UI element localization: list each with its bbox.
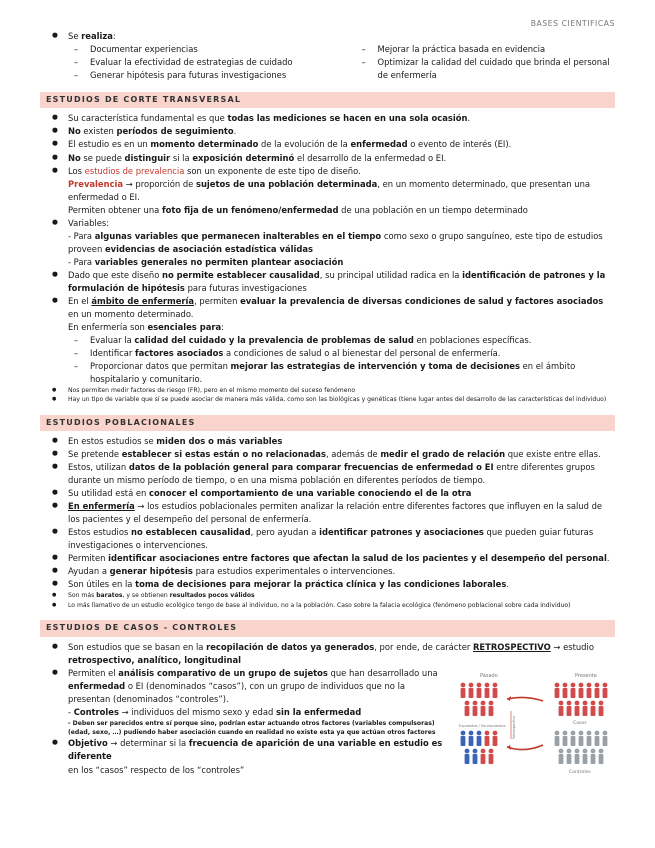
case-control-diagram — [455, 669, 615, 779]
list-item: ● Estos estudios no establecen causalidad, pero ayudan a identificar patrones y asociaciones que pueden guiar futuras investigaciones o intervenciones. — [40, 526, 615, 552]
label-retrospectivo: Retrospectivo — [512, 715, 516, 739]
label-casos: Casos — [573, 720, 587, 726]
label-expuestos: Expuestos / No expuestos — [459, 723, 506, 728]
list-item: ● Se pretende establecer si estas están o no relacionadas, además de medir el grado de relación que existe entre ellas. — [40, 448, 615, 461]
list-item: ● Objetivo → determinar si la frecuencia de aparición de una variable en estudio es diferente — [40, 737, 445, 763]
casos-content-with-figure — [40, 667, 615, 779]
list-item: – Proporcionar datos que permitan mejorar las estrategias de intervención y toma de decisiones en el ámbito hospitalario y comunitario. — [40, 360, 615, 386]
list-item: – Generar hipótesis para futuras investigaciones — [40, 69, 328, 82]
intro-left-column — [40, 43, 328, 82]
paragraph: - Deben ser parecidos entre sí porque sino, podrían estar actuando otros factores (variables compulsoras) (edad, sexo, …) pudiendo haber asociación cuando en realidad no existe esta ya que actúan otros factores — [68, 719, 436, 737]
paragraph: - Para variables generales no permiten plantear asociación — [68, 256, 344, 267]
list-item: – Identificar factores asociados a condiciones de salud o al bienestar del personal de enfermería. — [40, 347, 615, 360]
paragraph: - Controles → individuos del mismo sexo y edad sin la enfermedad — [68, 706, 362, 717]
list-item: ● Son estudios que se basan en la recopilación de datos ya generados, por ende, de carácter RETROSPECTIVO → estudio retrospectivo, analítico, longitudinal — [40, 641, 615, 667]
list-item: ● Dado que este diseño no permite establecer causalidad, su principal utilidad radica en la identificación de patrones y la formulación de hipótesis para futuras investigaciones — [40, 269, 615, 295]
cases-group — [555, 682, 608, 715]
list-item: ● Su característica fundamental es que todas las mediciones se hacen en una sola ocasión. — [40, 112, 615, 125]
prevalence-definition: Prevalencia → proporción de sujetos de una población determinada, en un momento determinado, que presentan una enfermedad o EI. — [68, 178, 591, 202]
list-item: ● Estos, utilizan datos de la población general para comparar frecuencias de enfermedad o EI entre diferentes grupos durante un mismo período de tiempo, o en una misma población en diferentes períodos de tiempo. — [40, 461, 615, 487]
list-item: – Documentar experiencias — [40, 43, 328, 56]
document-page — [40, 30, 615, 779]
paragraph: - Para algunas variables que permanecen inalterables en el tiempo como sexo o grupo sanguíneo, este tipo de estudios proveen evidencias de asociación estadística válidas — [68, 230, 603, 254]
paragraph: Permiten obtener una foto fija de un fenómeno/enfermedad de una población en un tiempo determinado — [68, 204, 528, 215]
note-item: ● Nos permiten medir factores de riesgo (FR), pero en el mismo momento del suceso fenómeno — [40, 386, 615, 395]
exposed-cases-group — [461, 682, 498, 715]
list-item: ● Son útiles en la toma de decisiones para mejorar la práctica clínica y las condiciones laborales. — [40, 578, 615, 591]
section-heading-poblacionales: ESTUDIOS POBLACIONALES — [40, 415, 615, 431]
paragraph: En enfermería son esenciales para: — [68, 321, 224, 332]
paragraph: en los “casos” respecto de los “controles” — [68, 764, 245, 775]
note-item: ● Lo más llamativo de un estudio ecológico tengo de base al individuo, no a la población. Caso sobre la falacia ecológica (fenómeno poblacional sobre cada individuo) — [40, 601, 615, 610]
intro-columns — [40, 43, 615, 82]
casos-text-column — [40, 667, 445, 779]
label-pasado: Pasado — [480, 672, 498, 679]
list-item: ● No existen períodos de seguimiento. — [40, 125, 615, 138]
section-heading-transversal: ESTUDIOS DE CORTE TRANSVERSAL — [40, 92, 615, 108]
list-item: – Evaluar la calidad del cuidado y la prevalencia de problemas de salud en poblaciones específicas. — [40, 334, 615, 347]
list-item: ● No se puede distinguir si la exposición determinó el desarrollo de la enfermedad o EI. — [40, 152, 615, 165]
list-item: ● En el ámbito de enfermería, permiten evaluar la prevalencia de diversas condiciones de salud y factores asociados en un momento determinado. — [40, 295, 615, 321]
list-item: ● Ayudan a generar hipótesis para estudios experimentales o intervenciones. — [40, 565, 615, 578]
list-item: ● Los estudios de prevalencia son un exponente de este tipo de diseño. — [40, 165, 615, 178]
controls-group — [555, 730, 608, 763]
exposed-controls-group — [461, 730, 498, 763]
arrow-to-past-controls — [507, 745, 543, 750]
section-heading-casos-controles: ESTUDIOS DE CASOS - CONTROLES — [40, 620, 615, 636]
list-item: ● El estudio es en un momento determinado de la evolución de la enfermedad o evento de interés (EI). — [40, 138, 615, 151]
list-item: – Mejorar la práctica basada en evidencia — [328, 43, 616, 56]
list-item: ● En enfermería → los estudios poblacionales permiten analizar la relación entre diferentes factores que influyen en la salud de los pacientes y el desempeño del personal de enfermería. — [40, 500, 615, 526]
intro-right-column — [328, 43, 616, 82]
label-presente: Presente — [575, 672, 597, 679]
list-item: ● Su utilidad está en conocer el comportamiento de una variable conociendo el de la otra — [40, 487, 615, 500]
list-item: ● En estos estudios se miden dos o más variables — [40, 435, 615, 448]
page-header: BASES CIENTIFICAS — [530, 19, 615, 28]
list-item: ● Variables: — [40, 217, 615, 230]
list-item: – Evaluar la efectividad de estrategias de cuidado — [40, 56, 328, 69]
list-item: ● Permiten identificar asociaciones entre factores que afectan la salud de los pacientes y el desempeño del personal. — [40, 552, 615, 565]
label-controles: Controles — [569, 769, 591, 775]
arrow-to-past-cases — [507, 697, 543, 701]
list-item: – Optimizar la calidad del cuidado que brinda el personal de enfermería — [328, 56, 616, 82]
case-control-diagram-svg — [455, 669, 615, 779]
note-item: ● Son más baratos, y se obtienen resultados pocos válidos — [40, 591, 615, 600]
list-item: ● Permiten el análisis comparativo de un grupo de sujetos que han desarrollado una enfermedad o EI (denominados “casos”), con un grupo de individuos que no la presentan (denominados “controles”). — [40, 667, 445, 706]
intro-bullet: ● Se realiza: — [40, 30, 615, 43]
note-item: ● Hay un tipo de variable que sí se puede asociar de manera más válida, como son las biológicas y genéticas (tiene lugar antes del desarrollo de las características del individuo) — [40, 395, 615, 404]
